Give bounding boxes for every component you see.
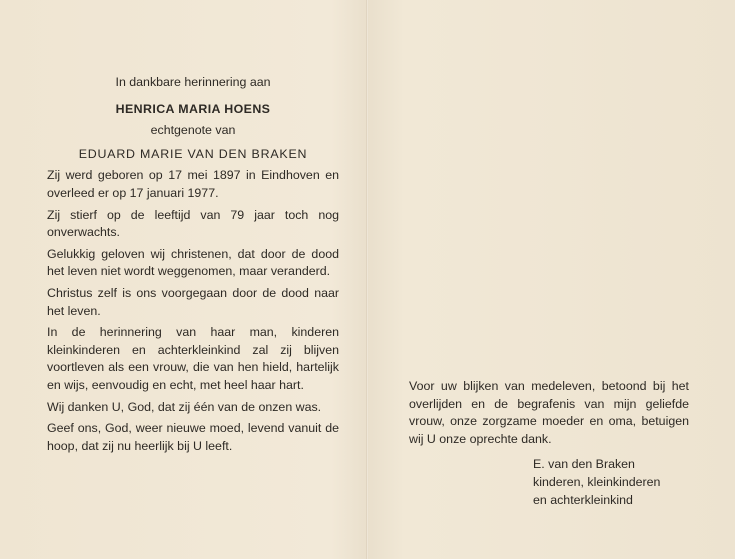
husband-name: EDUARD MARIE VAN DEN BRAKEN [78,146,308,161]
signature-line: E. van den Braken [533,457,635,472]
intro-line: In dankbare herinnering aan [115,75,271,89]
relation-line: echtgenote van [150,123,236,138]
paragraph-prayer: Geef ons, God, weer nieuwe moed, levend vanuit de hoop, dat zij nu heerlijk bij U leeft. [47,421,339,453]
paragraph-thanks-god: Wij danken U, God, dat zij één van de onzen was. [47,399,322,414]
paragraph-christ: Christus zelf is ons voorgegaan door de dood naar het leven. [47,285,339,318]
signature-block [533,456,689,509]
signature-line: kinderen, kleinkinderen [533,474,661,489]
thanks-paragraph: Voor uw blijken van medeleven, betoond bij het overlijden en de begrafenis van mijn geliefde vrouw, onze zorgzame moeder en oma, betuigen wij U onze oprechte dank. [409,379,689,446]
paragraph-faith: Gelukkig geloven wij christenen, dat door de dood het leven niet wordt weggenomen, maar veranderd. [47,246,339,279]
paragraph-memory: In de herinnering van haar man, kinderen kleinkinderen en achterkleinkind zal zij blijven voortleven als een vrouw, die van hen hield, hartelijk en wijs, eenvoudig en echt, met heel haar hart. [47,325,339,392]
deceased-name: HENRICA MARIA HOENS [115,101,271,116]
card-fold [366,0,368,559]
signature-line: en achterkleinkind [533,492,633,507]
right-panel [409,372,689,509]
left-panel [47,74,339,455]
paragraph-birth: Zij werd geboren op 17 mei 1897 in Eindhoven en overleed er op 17 januari 1977. [47,168,339,200]
paragraph-age: Zij stierf op de leeftijd van 79 jaar toch nog onverwachts. [47,207,339,240]
